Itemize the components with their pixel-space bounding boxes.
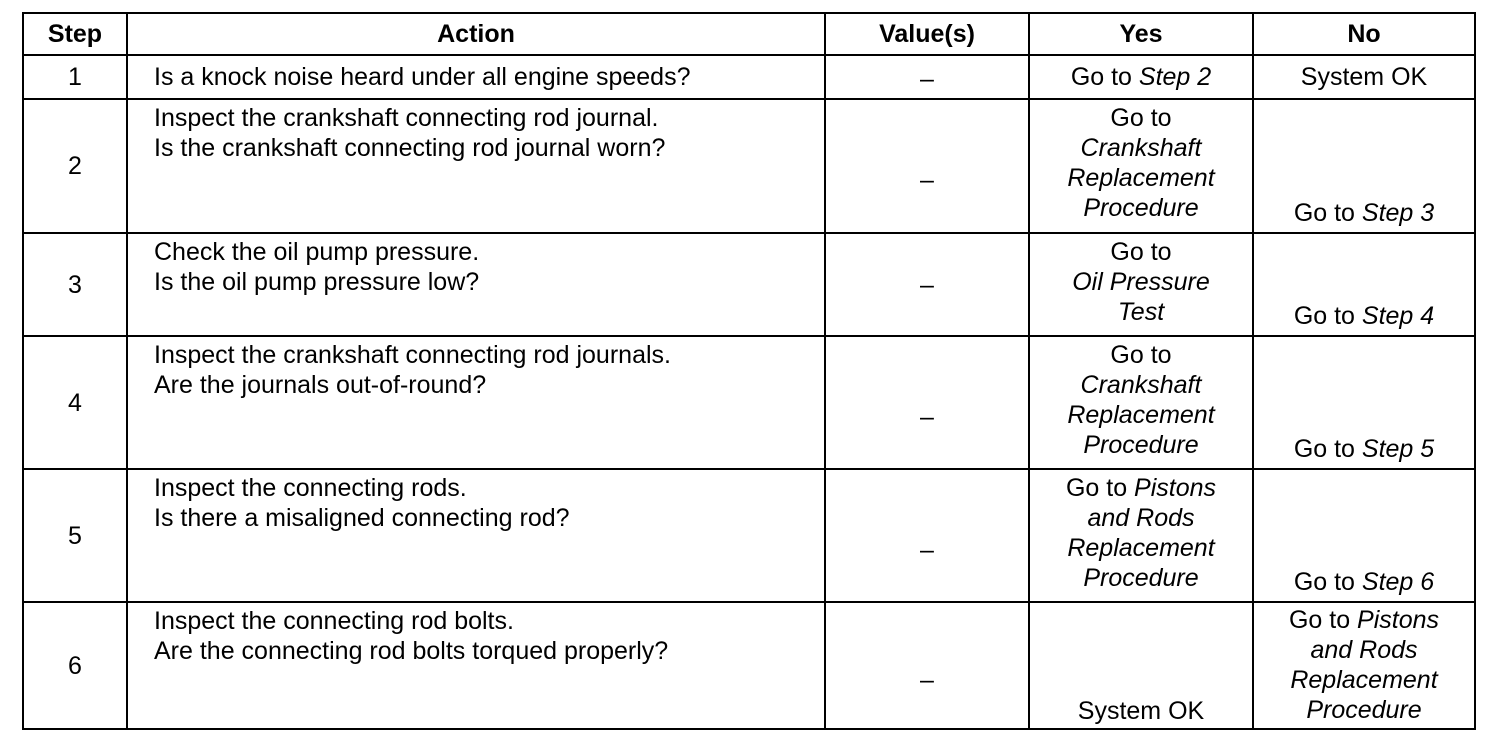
yes-link[interactable]: Crankshaft bbox=[1080, 371, 1202, 399]
action-cell bbox=[127, 55, 825, 99]
action-line: Is the crankshaft connecting rod journal worn? bbox=[154, 134, 666, 162]
yes-link[interactable]: Oil Pressure bbox=[1072, 268, 1210, 296]
yes-cell bbox=[1029, 233, 1253, 336]
value-cell: – bbox=[825, 233, 1029, 336]
no-link[interactable]: Replacement bbox=[1290, 666, 1438, 694]
yes-link[interactable]: Step 2 bbox=[1138, 63, 1212, 91]
step-number: 6 bbox=[23, 602, 127, 729]
no-link[interactable]: Pistons bbox=[1357, 606, 1440, 634]
header-no: No bbox=[1253, 13, 1475, 55]
no-cell bbox=[1253, 233, 1475, 336]
no-prefix: Go to bbox=[1293, 302, 1362, 330]
yes-cell bbox=[1029, 55, 1253, 99]
yes-link[interactable]: Test bbox=[1117, 298, 1165, 326]
header-step: Step bbox=[23, 13, 127, 55]
no-prefix: Go to bbox=[1293, 435, 1362, 463]
no-prefix: Go to bbox=[1288, 606, 1358, 634]
yes-link[interactable]: Replacement bbox=[1067, 534, 1215, 562]
action-cell bbox=[127, 336, 825, 469]
table-row bbox=[23, 99, 1475, 233]
yes-prefix: Go to bbox=[1110, 238, 1172, 266]
diagnostic-table bbox=[22, 12, 1476, 730]
yes-link[interactable]: Replacement bbox=[1067, 164, 1215, 192]
action-line: Are the connecting rod bolts torqued properly? bbox=[154, 637, 669, 665]
action-line: Inspect the crankshaft connecting rod journal. bbox=[154, 104, 659, 132]
header-values: Value(s) bbox=[825, 13, 1029, 55]
yes-cell bbox=[1029, 99, 1253, 233]
action-cell bbox=[127, 469, 825, 602]
no-cell bbox=[1253, 55, 1475, 99]
action-line: Inspect the connecting rod bolts. bbox=[154, 607, 514, 635]
action-line: Is a knock noise heard under all engine speeds? bbox=[154, 63, 691, 91]
yes-prefix: Go to bbox=[1110, 104, 1172, 132]
no-cell bbox=[1253, 602, 1475, 729]
yes-link[interactable]: Pistons bbox=[1134, 474, 1217, 502]
no-link[interactable]: Step 4 bbox=[1361, 302, 1435, 330]
no-link[interactable]: Step 5 bbox=[1361, 435, 1435, 463]
table-row bbox=[23, 602, 1475, 729]
yes-link[interactable]: Procedure bbox=[1083, 194, 1199, 222]
yes-prefix: Go to bbox=[1065, 474, 1135, 502]
no-link[interactable]: Procedure bbox=[1306, 696, 1422, 724]
value-cell: – bbox=[825, 336, 1029, 469]
step-number: 5 bbox=[23, 469, 127, 602]
value-cell: – bbox=[825, 55, 1029, 99]
yes-text: System OK bbox=[1077, 697, 1205, 725]
yes-link[interactable]: and Rods bbox=[1087, 504, 1195, 532]
action-line: Check the oil pump pressure. bbox=[154, 238, 480, 266]
action-line: Is the oil pump pressure low? bbox=[154, 268, 480, 296]
no-cell bbox=[1253, 469, 1475, 602]
action-cell bbox=[127, 233, 825, 336]
yes-prefix: Go to bbox=[1110, 341, 1172, 369]
yes-link[interactable]: Procedure bbox=[1083, 431, 1199, 459]
step-number: 2 bbox=[23, 99, 127, 233]
value-cell: – bbox=[825, 602, 1029, 729]
value-cell: – bbox=[825, 469, 1029, 602]
action-line: Inspect the crankshaft connecting rod journals. bbox=[154, 341, 671, 369]
step-number: 1 bbox=[23, 55, 127, 99]
value-cell: – bbox=[825, 99, 1029, 233]
step-number: 3 bbox=[23, 233, 127, 336]
no-link[interactable]: and Rods bbox=[1310, 636, 1418, 664]
action-line: Inspect the connecting rods. bbox=[154, 474, 467, 502]
no-text: System OK bbox=[1300, 63, 1428, 91]
header-action: Action bbox=[127, 13, 825, 55]
yes-link[interactable]: Replacement bbox=[1067, 401, 1215, 429]
yes-cell bbox=[1029, 602, 1253, 729]
yes-link[interactable]: Crankshaft bbox=[1080, 134, 1202, 162]
header-yes: Yes bbox=[1029, 13, 1253, 55]
action-cell bbox=[127, 99, 825, 233]
action-line: Is there a misaligned connecting rod? bbox=[154, 504, 570, 532]
yes-cell bbox=[1029, 469, 1253, 602]
table-row bbox=[23, 233, 1475, 336]
no-link[interactable]: Step 3 bbox=[1361, 199, 1435, 227]
step-number: 4 bbox=[23, 336, 127, 469]
no-cell bbox=[1253, 336, 1475, 469]
yes-link[interactable]: Procedure bbox=[1083, 564, 1199, 592]
table-row bbox=[23, 55, 1475, 99]
action-line: Are the journals out-of-round? bbox=[154, 371, 487, 399]
yes-cell bbox=[1029, 336, 1253, 469]
yes-prefix: Go to bbox=[1070, 63, 1139, 91]
table-header-row bbox=[23, 13, 1475, 55]
table-row bbox=[23, 469, 1475, 602]
no-prefix: Go to bbox=[1293, 568, 1362, 596]
no-link[interactable]: Step 6 bbox=[1361, 568, 1435, 596]
no-cell bbox=[1253, 99, 1475, 233]
table-row bbox=[23, 336, 1475, 469]
no-prefix: Go to bbox=[1293, 199, 1362, 227]
action-cell bbox=[127, 602, 825, 729]
